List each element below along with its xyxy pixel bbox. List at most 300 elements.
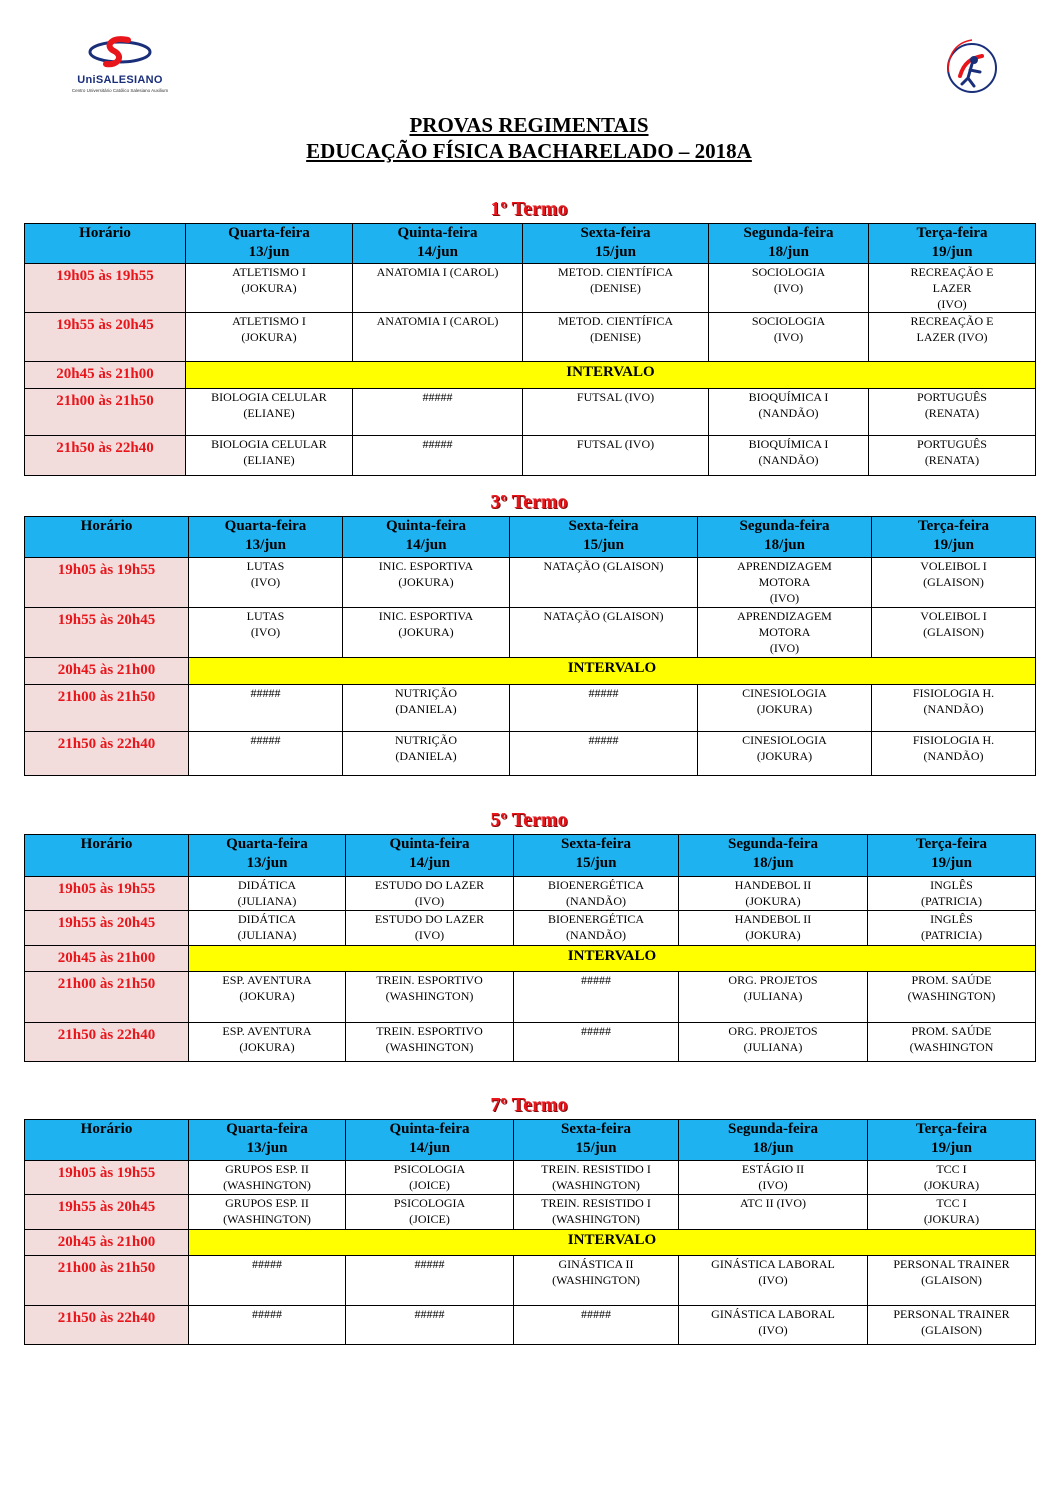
- exam-line: TCC I: [936, 1196, 967, 1210]
- day-column-header: [189, 1120, 346, 1161]
- exam-line: (IVO): [769, 641, 800, 655]
- day-column-header: [523, 224, 709, 264]
- day-column-header: [343, 517, 510, 558]
- date-label: 18/jun: [764, 537, 805, 553]
- interval-row: [25, 362, 1036, 389]
- unisalesiano-s-icon: [60, 36, 180, 76]
- exam-line: MOTORA: [758, 625, 811, 639]
- exam-line: HANDEBOL II: [734, 912, 812, 926]
- unisalesiano-logo: [60, 36, 180, 96]
- table-row: [25, 732, 1036, 776]
- exam-line: LUTAS: [246, 559, 285, 573]
- day-label: Horário: [80, 836, 133, 852]
- exam-cell: [186, 436, 353, 476]
- exam-cell: [523, 436, 709, 476]
- exam-line: (WASHINGTON): [552, 1212, 640, 1226]
- day-column-header: [346, 835, 514, 877]
- time-slot: 19h05 às 19h55: [25, 264, 186, 313]
- exam-line: (NANDÃO): [758, 453, 819, 467]
- exam-line: (ELIANE): [243, 406, 295, 420]
- interval-row: [25, 1230, 1036, 1256]
- exam-cell: [872, 608, 1036, 658]
- exam-cell: [868, 1195, 1036, 1230]
- schedule-table: [24, 223, 1036, 476]
- exam-line: INIC. ESPORTIVA: [378, 609, 474, 623]
- time-slot: 19h55 às 20h45: [25, 313, 186, 362]
- exam-cell: [872, 685, 1036, 732]
- exam-line: PORTUGUÊS: [917, 390, 987, 404]
- exam-line: (NANDÃO): [566, 928, 626, 942]
- date-label: 19/jun: [931, 855, 972, 871]
- schedule-table: [24, 1119, 1036, 1345]
- exam-line: FISIOLOGIA H.: [912, 686, 995, 700]
- exam-line: RECREAÇÃO E: [910, 314, 994, 328]
- exam-line: (WASHINGTON): [223, 1178, 311, 1192]
- exam-line: #####: [581, 1307, 611, 1321]
- exam-cell: [343, 608, 510, 658]
- exam-line: (JULIANA): [237, 894, 297, 908]
- time-slot: 20h45 às 21h00: [25, 362, 186, 389]
- exam-line: VOLEIBOL I: [920, 559, 987, 573]
- athlete-seal-icon: [938, 32, 1000, 102]
- schedule-table: [24, 834, 1036, 1062]
- day-label: Quinta-feira: [389, 1121, 470, 1137]
- exam-cell: [346, 911, 514, 946]
- exam-line: (WASHINGTON): [552, 1273, 640, 1287]
- time-slot: 19h05 às 19h55: [25, 1161, 189, 1195]
- day-label: Horário: [80, 518, 133, 534]
- exam-cell: [189, 1195, 346, 1230]
- exam-line: FUTSAL (IVO): [576, 437, 655, 451]
- day-label: Sexta-feira: [568, 518, 639, 534]
- exam-line: NUTRIÇÃO: [395, 733, 457, 747]
- exam-line: SOCIOLOGIA: [751, 265, 826, 279]
- exam-line: (WASHINGTON): [223, 1212, 311, 1226]
- exam-cell: [514, 877, 679, 911]
- exam-line: #####: [250, 686, 281, 700]
- day-label: Segunda-feira: [743, 225, 834, 241]
- exam-line: (IVO): [250, 625, 281, 639]
- day-column-header: [189, 835, 346, 877]
- term-title: 7º Termo: [490, 1094, 568, 1116]
- exam-line: (WASHINGTON): [385, 1040, 474, 1054]
- exam-line: BIOLOGIA CELULAR: [211, 390, 327, 404]
- exam-line: (GLAISON): [921, 1273, 982, 1287]
- day-label: Terça-feira: [917, 518, 990, 534]
- exam-line: ATC II (IVO): [740, 1196, 806, 1210]
- exam-line: (IVO): [937, 297, 967, 311]
- exam-line: (DENISE): [590, 281, 641, 295]
- exam-cell: [189, 685, 343, 732]
- exam-line: BIOENERGÉTICA: [548, 878, 644, 892]
- exam-line: INGLÊS: [930, 878, 973, 892]
- exam-line: (WASHINGTON: [909, 1040, 994, 1054]
- exam-cell: [698, 685, 872, 732]
- exam-line: (RENATA): [924, 406, 980, 420]
- exam-cell: [679, 972, 868, 1023]
- exam-line: #####: [588, 686, 619, 700]
- exam-line: (DENISE): [590, 330, 641, 344]
- exam-line: (PATRICIA): [921, 928, 982, 942]
- time-column-header: [25, 224, 186, 264]
- exam-cell: [514, 1256, 679, 1306]
- time-slot: 19h05 às 19h55: [25, 558, 189, 608]
- exam-line: PERSONAL TRAINER: [893, 1257, 1010, 1271]
- exam-cell: [868, 1161, 1036, 1195]
- exam-line: ESP. AVENTURA: [222, 973, 312, 987]
- date-label: 15/jun: [595, 244, 636, 260]
- header-row: [25, 835, 1036, 877]
- exam-line: RECREAÇÃO E: [910, 265, 994, 279]
- day-label: Terça-feira: [916, 225, 988, 241]
- logo-subtitle: Centro Universitário Católico Salesiano Auxilium: [71, 88, 169, 93]
- exam-cell: [346, 1195, 514, 1230]
- exam-line: CINESIOLOGIA: [742, 686, 827, 700]
- exam-cell: [679, 877, 868, 911]
- exam-line: (IVO): [414, 894, 445, 908]
- exam-line: (RENATA): [924, 453, 980, 467]
- date-label: 18/jun: [752, 855, 794, 871]
- day-label: Terça-feira: [915, 836, 988, 852]
- exam-cell: [189, 911, 346, 946]
- exam-line: (PATRICIA): [921, 894, 982, 908]
- exam-cell: [510, 608, 698, 658]
- time-slot: 20h45 às 21h00: [25, 658, 189, 685]
- table-row: [25, 264, 1036, 313]
- exam-line: (JOKURA): [756, 702, 813, 716]
- exam-cell: [186, 389, 353, 436]
- exam-cell: [353, 436, 523, 476]
- exam-cell: [523, 389, 709, 436]
- exam-line: (WASHINGTON): [385, 989, 474, 1003]
- exam-cell: [510, 685, 698, 732]
- exam-line: GINÁSTICA II: [558, 1257, 634, 1271]
- exam-line: (IVO): [250, 575, 281, 589]
- exam-line: (JOKURA): [241, 330, 297, 344]
- exam-cell: [523, 264, 709, 313]
- date-label: 18/jun: [768, 244, 809, 260]
- exam-cell: [189, 972, 346, 1023]
- table-row: [25, 972, 1036, 1023]
- exam-line: ATLETISMO I: [232, 314, 306, 328]
- exam-cell: [869, 389, 1036, 436]
- exam-line: TREIN. RESISTIDO I: [541, 1162, 651, 1176]
- exam-cell: [868, 877, 1036, 911]
- exam-line: (JULIANA): [743, 1040, 803, 1054]
- exam-cell: [514, 1195, 679, 1230]
- exam-line: ORG. PROJETOS: [728, 1024, 818, 1038]
- exam-cell: [346, 877, 514, 911]
- time-slot: 21h00 às 21h50: [25, 1256, 189, 1306]
- day-column-header: [514, 1120, 679, 1161]
- exam-line: (JOICE): [409, 1178, 450, 1192]
- exam-cell: [343, 732, 510, 776]
- exam-line: PSICOLOGIA: [393, 1162, 466, 1176]
- date-label: 13/jun: [246, 1140, 288, 1156]
- day-column-header: [698, 517, 872, 558]
- exam-line: SOCIOLOGIA: [751, 314, 826, 328]
- header-row: [25, 224, 1036, 264]
- exam-cell: [189, 877, 346, 911]
- interval-label: INTERVALO: [189, 1230, 1036, 1256]
- time-slot: 21h50 às 22h40: [25, 1306, 189, 1345]
- exam-line: PROM. SAÚDE: [911, 973, 992, 987]
- exam-cell: [510, 558, 698, 608]
- exam-cell: [868, 972, 1036, 1023]
- time-slot: 21h00 às 21h50: [25, 389, 186, 436]
- day-label: Quarta-feira: [226, 1121, 308, 1137]
- time-slot: 20h45 às 21h00: [25, 946, 189, 972]
- exam-line: ESTUDO DO LAZER: [374, 878, 485, 892]
- table-row: [25, 1256, 1036, 1306]
- term-title: 5º Termo: [490, 809, 568, 831]
- date-label: 14/jun: [405, 537, 447, 553]
- exam-line: GINÁSTICA LABORAL: [711, 1307, 835, 1321]
- exam-line: ANATOMIA I (CAROL): [376, 314, 499, 328]
- exam-line: PORTUGUÊS: [917, 437, 987, 451]
- exam-line: NATAÇÃO (GLAISON): [543, 559, 664, 573]
- exam-cell: [346, 972, 514, 1023]
- exam-line: DIDÁTICA: [238, 912, 296, 926]
- exam-cell: [346, 1161, 514, 1195]
- exam-line: GINÁSTICA LABORAL: [711, 1257, 835, 1271]
- time-column-header: [25, 1120, 189, 1161]
- table-row: [25, 877, 1036, 911]
- exam-cell: [346, 1023, 514, 1062]
- exam-line: (GLAISON): [923, 575, 984, 589]
- exam-line: ANATOMIA I (CAROL): [376, 265, 499, 279]
- exam-line: (JOKURA): [398, 625, 454, 639]
- time-slot: 19h55 às 20h45: [25, 911, 189, 946]
- day-label: Quinta-feira: [389, 836, 470, 852]
- exam-line: PROM. SAÚDE: [911, 1024, 992, 1038]
- exam-cell: [709, 313, 869, 362]
- exam-line: BIOQUÍMICA I: [748, 390, 829, 404]
- day-label: Sexta-feira: [561, 1121, 631, 1137]
- exam-line: HANDEBOL II: [734, 878, 812, 892]
- exam-line: MOTORA: [758, 575, 811, 589]
- exam-cell: [189, 558, 343, 608]
- day-label: Segunda-feira: [728, 836, 818, 852]
- exam-cell: [189, 1306, 346, 1345]
- exam-cell: [868, 1256, 1036, 1306]
- exam-line: (JOKURA): [239, 1040, 295, 1054]
- exam-line: TREIN. ESPORTIVO: [376, 1024, 483, 1038]
- day-label: Horário: [79, 225, 131, 241]
- date-label: 15/jun: [575, 1140, 617, 1156]
- exam-cell: [698, 732, 872, 776]
- day-column-header: [679, 835, 868, 877]
- exam-cell: [679, 1195, 868, 1230]
- exam-line: (WASHINGTON): [907, 989, 996, 1003]
- exam-line: (JOKURA): [923, 1178, 980, 1192]
- exam-line: VOLEIBOL I: [920, 609, 987, 623]
- day-column-header: [186, 224, 353, 264]
- exam-line: PERSONAL TRAINER: [893, 1307, 1010, 1321]
- exam-cell: [868, 911, 1036, 946]
- time-slot: 19h55 às 20h45: [25, 608, 189, 658]
- day-label: Quarta-feira: [224, 518, 307, 534]
- exam-line: METOD. CIENTÍFICA: [557, 314, 674, 328]
- logo-brand: UniSALESIANO: [77, 74, 163, 86]
- exam-line: #####: [581, 1024, 611, 1038]
- exam-line: ORG. PROJETOS: [728, 973, 818, 987]
- exam-line: LAZER: [932, 281, 972, 295]
- date-label: 13/jun: [245, 537, 286, 553]
- exam-line: NATAÇÃO (GLAISON): [543, 609, 664, 623]
- educacao-fisica-logo: [938, 32, 1000, 102]
- exam-line: (JOKURA): [745, 928, 801, 942]
- term-title: 3º Termo: [490, 491, 568, 513]
- exam-line: PSICOLOGIA: [393, 1196, 466, 1210]
- exam-line: FUTSAL (IVO): [576, 390, 655, 404]
- exam-line: INIC. ESPORTIVA: [378, 559, 474, 573]
- exam-cell: [868, 1023, 1036, 1062]
- exam-line: #####: [414, 1257, 445, 1271]
- day-column-header: [869, 224, 1036, 264]
- exam-line: ATLETISMO I: [232, 265, 306, 279]
- interval-label: INTERVALO: [186, 362, 1036, 389]
- exam-line: BIOQUÍMICA I: [748, 437, 829, 451]
- day-column-header: [679, 1120, 868, 1161]
- exam-line: INGLÊS: [930, 912, 973, 926]
- schedule-table: [24, 516, 1036, 776]
- exam-line: APRENDIZAGEM: [737, 609, 832, 623]
- exam-cell: [679, 1161, 868, 1195]
- day-label: Horário: [80, 1121, 133, 1137]
- exam-cell: [186, 313, 353, 362]
- exam-line: (IVO): [758, 1323, 788, 1337]
- exam-cell: [514, 972, 679, 1023]
- table-row: [25, 389, 1036, 436]
- exam-cell: [353, 313, 523, 362]
- exam-line: (IVO): [773, 330, 804, 344]
- exam-cell: [343, 685, 510, 732]
- exam-line: (NANDÃO): [923, 702, 984, 716]
- exam-cell: [679, 1023, 868, 1062]
- time-slot: 21h50 às 22h40: [25, 436, 186, 476]
- exam-line: #####: [422, 437, 453, 451]
- exam-cell: [343, 558, 510, 608]
- exam-line: (DANIELA): [395, 749, 457, 763]
- exam-line: LUTAS: [246, 609, 285, 623]
- exam-line: #####: [252, 1257, 282, 1271]
- exam-cell: [679, 911, 868, 946]
- day-label: Sexta-feira: [561, 836, 631, 852]
- exam-line: (JOKURA): [398, 575, 454, 589]
- exam-cell: [698, 608, 872, 658]
- day-label: Terça-feira: [915, 1121, 988, 1137]
- exam-line: METOD. CIENTÍFICA: [557, 265, 674, 279]
- exam-cell: [353, 264, 523, 313]
- exam-line: (JOKURA): [745, 894, 801, 908]
- exam-line: (JOKURA): [756, 749, 813, 763]
- day-label: Quinta-feira: [386, 518, 466, 534]
- exam-line: ESP. AVENTURA: [222, 1024, 312, 1038]
- exam-line: (NANDÃO): [758, 406, 819, 420]
- date-label: 14/jun: [409, 855, 450, 871]
- exam-line: TCC I: [936, 1162, 967, 1176]
- day-column-header: [872, 517, 1036, 558]
- exam-line: FISIOLOGIA H.: [912, 733, 995, 747]
- exam-line: TREIN. RESISTIDO I: [541, 1196, 651, 1210]
- table-row: [25, 685, 1036, 732]
- header-row: [25, 1120, 1036, 1161]
- exam-line: GRUPOS ESP. II: [225, 1162, 309, 1176]
- table-row: [25, 1023, 1036, 1062]
- time-column-header: [25, 835, 189, 877]
- exam-cell: [189, 1256, 346, 1306]
- header-row: [25, 517, 1036, 558]
- exam-line: CINESIOLOGIA: [742, 733, 827, 747]
- document-title: PROVAS REGIMENTAIS: [409, 113, 649, 137]
- exam-cell: [189, 1161, 346, 1195]
- day-column-header: [709, 224, 869, 264]
- exam-cell: [869, 264, 1036, 313]
- exam-line: (NANDÃO): [566, 894, 626, 908]
- exam-line: #####: [588, 733, 619, 747]
- exam-line: #####: [252, 1307, 282, 1321]
- table-row: [25, 558, 1036, 608]
- exam-line: (JULIANA): [237, 928, 297, 942]
- exam-cell: [514, 1161, 679, 1195]
- exam-cell: [189, 732, 343, 776]
- exam-line: (IVO): [769, 591, 800, 605]
- table-row: [25, 911, 1036, 946]
- exam-line: LAZER (IVO): [916, 330, 988, 344]
- date-label: 13/jun: [248, 244, 290, 260]
- term-title: 1º Termo: [490, 198, 568, 220]
- day-label: Segunda-feira: [739, 518, 830, 534]
- exam-line: (IVO): [758, 1273, 788, 1287]
- day-label: Quarta-feira: [228, 225, 310, 241]
- exam-cell: [523, 313, 709, 362]
- exam-line: #####: [581, 973, 611, 987]
- table-row: [25, 1306, 1036, 1345]
- time-slot: 20h45 às 21h00: [25, 1230, 189, 1256]
- exam-cell: [353, 389, 523, 436]
- date-label: 14/jun: [417, 244, 458, 260]
- exam-cell: [679, 1256, 868, 1306]
- exam-line: DIDÁTICA: [238, 878, 296, 892]
- exam-line: NUTRIÇÃO: [395, 686, 457, 700]
- day-column-header: [868, 835, 1036, 877]
- exam-line: (IVO): [758, 1178, 788, 1192]
- exam-line: (JOKURA): [241, 281, 297, 295]
- exam-cell: [346, 1256, 514, 1306]
- exam-line: GRUPOS ESP. II: [225, 1196, 309, 1210]
- exam-line: (NANDÃO): [923, 749, 984, 763]
- day-label: Quinta-feira: [397, 225, 478, 241]
- exam-line: (JULIANA): [743, 989, 803, 1003]
- exam-cell: [510, 732, 698, 776]
- interval-label: INTERVALO: [189, 658, 1036, 685]
- exam-cell: [698, 558, 872, 608]
- exam-cell: [189, 608, 343, 658]
- day-column-header: [353, 224, 523, 264]
- time-slot: 21h00 às 21h50: [25, 972, 189, 1023]
- exam-cell: [872, 732, 1036, 776]
- time-slot: 21h00 às 21h50: [25, 685, 189, 732]
- exam-cell: [872, 558, 1036, 608]
- date-label: 18/jun: [752, 1140, 794, 1156]
- date-label: 19/jun: [931, 244, 973, 260]
- time-slot: 21h50 às 22h40: [25, 732, 189, 776]
- day-label: Sexta-feira: [580, 225, 651, 241]
- exam-line: BIOENERGÉTICA: [548, 912, 644, 926]
- date-label: 15/jun: [583, 537, 624, 553]
- day-column-header: [346, 1120, 514, 1161]
